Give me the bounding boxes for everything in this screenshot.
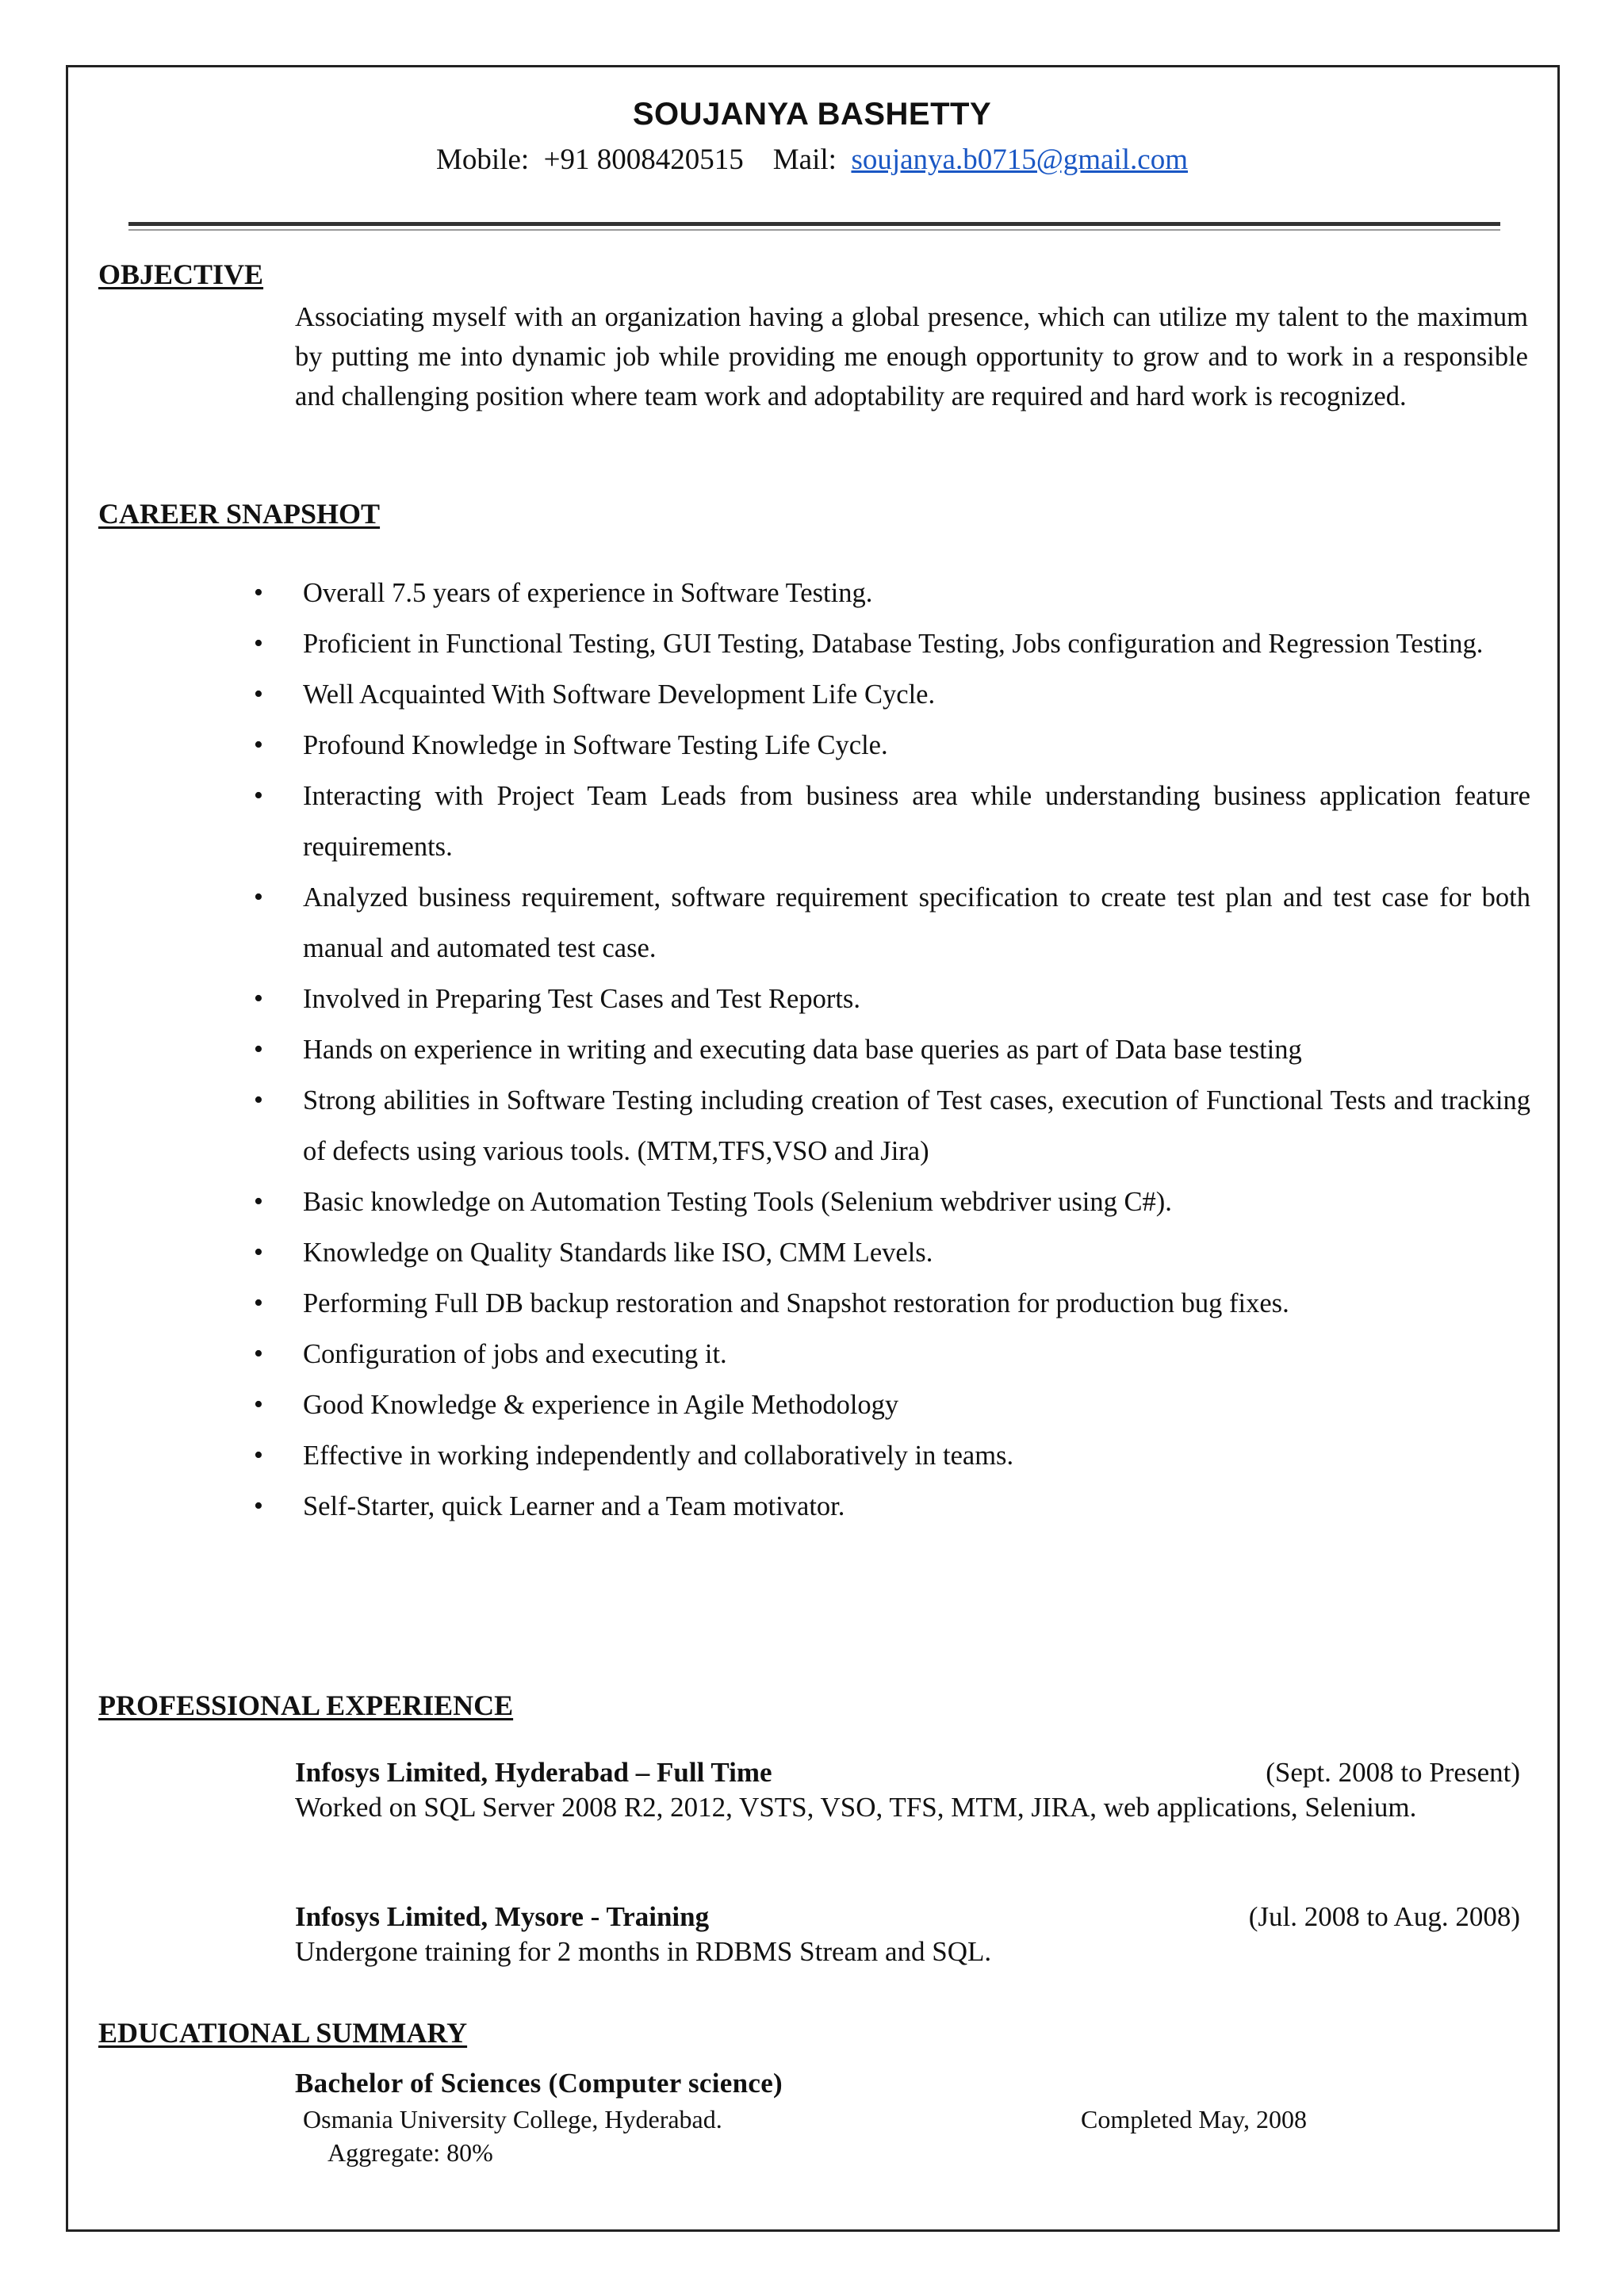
objective-text: Associating myself with an organization having a global presence, which can utilize my talent to the maximum by putting me into dynamic job while providing me enough opportunity to grow and to work in a responsible and challenging position where team work and adoptability are required and hard work is recognized. bbox=[295, 302, 1528, 411]
career-snapshot-list bbox=[254, 568, 1530, 1532]
career-snapshot-item: • Effective in working independently and collaboratively in teams. bbox=[254, 1430, 1530, 1481]
candidate-name: SOUJANYA BASHETTY bbox=[632, 97, 992, 132]
career-snapshot-item: • Basic knowledge on Automation Testing Tools (Selenium webdriver using C#). bbox=[254, 1177, 1530, 1227]
career-snapshot-item: • Profound Knowledge in Software Testing Life Cycle. bbox=[254, 720, 1530, 771]
experience-entry bbox=[295, 1755, 1520, 1825]
objective-heading: OBJECTIVE bbox=[98, 258, 264, 290]
career-snapshot-item: • Proficient in Functional Testing, GUI Testing, Database Testing, Jobs configuration and Regression Testing. bbox=[254, 618, 1530, 669]
contact-line bbox=[0, 143, 1624, 177]
mobile-label: Mobile: bbox=[435, 144, 530, 176]
header-divider bbox=[128, 222, 1500, 226]
job-dates: (Jul. 2008 to Aug. 2008) bbox=[1248, 1901, 1520, 1932]
career-snapshot-item: • Configuration of jobs and executing it. bbox=[254, 1329, 1530, 1380]
completion-date: Completed May, 2008 bbox=[1081, 2105, 1307, 2133]
professional-experience-heading: PROFESSIONAL EXPERIENCE bbox=[98, 1689, 514, 1721]
career-snapshot-item: • Strong abilities in Software Testing including creation of Test cases, execution of Functional Tests and tracking of defects using various tools. (MTM,TFS,VSO and Jira) bbox=[254, 1075, 1530, 1177]
degree: Bachelor of Sciences (Computer science) bbox=[295, 2068, 783, 2099]
career-snapshot-item: • Overall 7.5 years of experience in Software Testing. bbox=[254, 568, 1530, 618]
career-snapshot-item: • Performing Full DB backup restoration and Snapshot restoration for production bug fixes. bbox=[254, 1278, 1530, 1329]
career-snapshot-item: • Involved in Preparing Test Cases and Test Reports. bbox=[254, 974, 1530, 1024]
career-snapshot-item: • Well Acquainted With Software Development Life Cycle. bbox=[254, 669, 1530, 720]
educational-summary-heading: EDUCATIONAL SUMMARY bbox=[98, 2017, 468, 2049]
mobile-number: +91 8008420515 bbox=[543, 144, 744, 176]
career-snapshot-item: • Interacting with Project Team Leads from business area while understanding business application feature requirements. bbox=[254, 771, 1530, 872]
mail-label: Mail: bbox=[772, 144, 837, 176]
career-snapshot-item: • Self-Starter, quick Learner and a Team motivator. bbox=[254, 1481, 1530, 1532]
email-link[interactable]: soujanya.b0715@gmail.com bbox=[851, 144, 1189, 176]
aggregate: Aggregate: 80% bbox=[327, 2138, 493, 2167]
job-title: Infosys Limited, Mysore - Training bbox=[295, 1901, 710, 1932]
job-description: Undergone training for 2 months in RDBMS Stream and SQL. bbox=[295, 1936, 992, 1967]
career-snapshot-item: • Analyzed business requirement, software requirement specification to create test plan and test case for both manual and automated test case. bbox=[254, 872, 1530, 974]
header-divider-shadow bbox=[128, 229, 1500, 231]
job-title: Infosys Limited, Hyderabad – Full Time bbox=[295, 1757, 772, 1788]
career-snapshot-heading: CAREER SNAPSHOT bbox=[98, 498, 381, 530]
job-dates: (Sept. 2008 to Present) bbox=[1266, 1757, 1520, 1788]
career-snapshot-item: • Hands on experience in writing and executing data base queries as part of Data base testing bbox=[254, 1024, 1530, 1075]
experience-entry bbox=[295, 1900, 1520, 1969]
institution: Osmania University College, Hyderabad. bbox=[303, 2105, 722, 2133]
career-snapshot-item: • Good Knowledge & experience in Agile Methodology bbox=[254, 1380, 1530, 1430]
career-snapshot-item: • Knowledge on Quality Standards like ISO, CMM Levels. bbox=[254, 1227, 1530, 1278]
job-description: Worked on SQL Server 2008 R2, 2012, VSTS, VSO, TFS, MTM, JIRA, web applications, Selenium. bbox=[295, 1792, 1417, 1823]
